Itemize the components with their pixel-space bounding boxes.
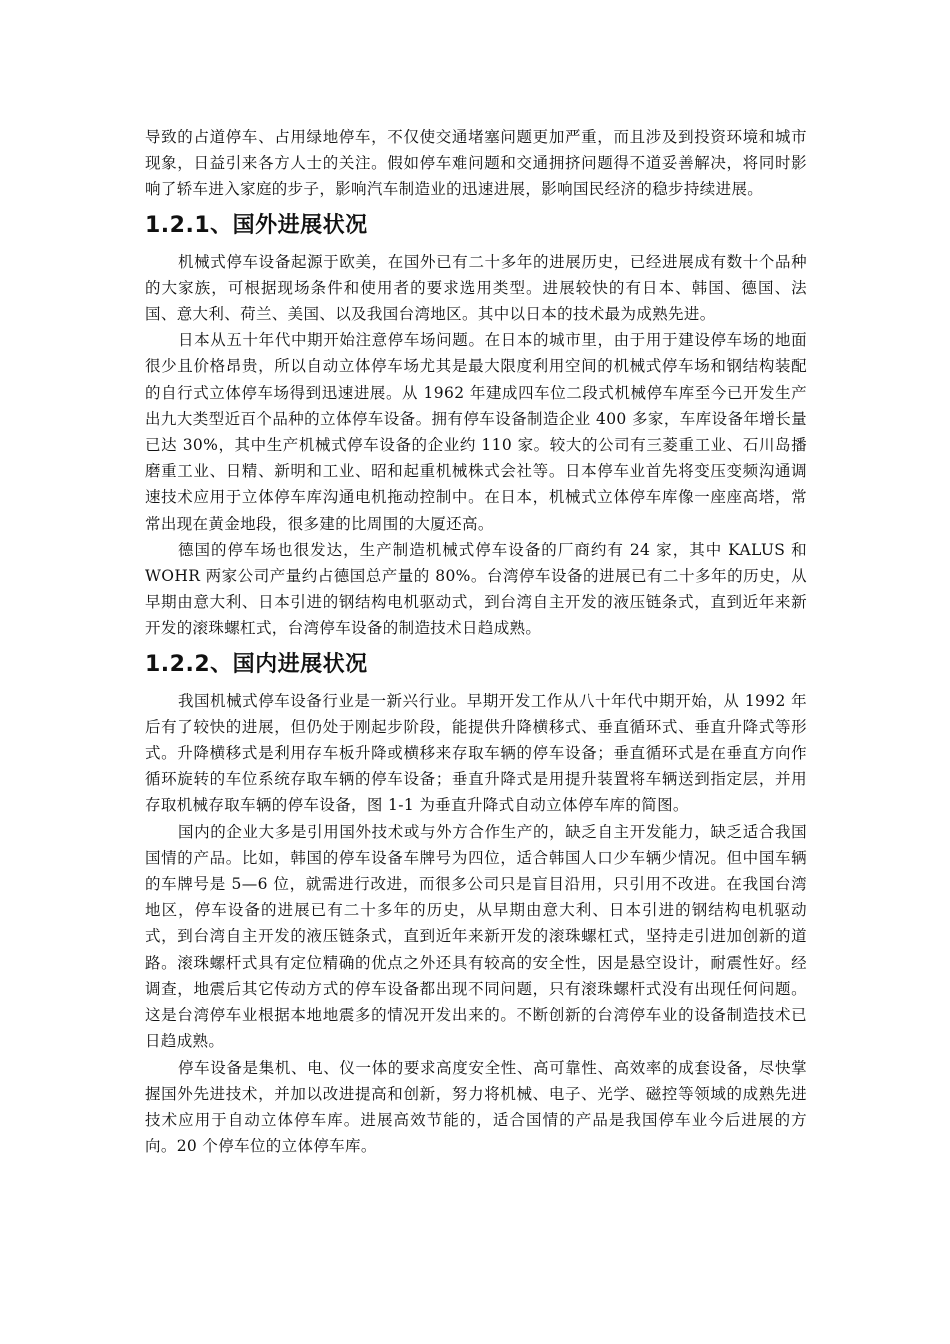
document-body [145, 124, 807, 1159]
section-heading-domestic: 1.2.2、国内进展状况 [145, 651, 368, 677]
body-paragraph: 日本从五十年代中期开始注意停车场问题。在日本的城市里，由于用于建设停车场的地面很少且价格昂贵，所以自动立体停车场尤其是最大限度利用空间的机械式停车场和钢结构装配的自行式立体停车场得到迅速进展。从 1962 年建成四车位二段式机械停车库至今已开发生产出九大类型近百个品种的立体停车设备。拥有停车设备制造企业 400 多家，车库设备年增长量已达 30%，其中生产机械式停车设备的企业约 110 家。较大的公司有三菱重工业、石川岛播磨重工业、日精、新明和工业、昭和起重机械株式会社等。日本停车业首先将变压变频沟通调速技术应用于立体停车库沟通电机拖动控制中。在日本，机械式立体停车库像一座座高塔，常常出现在黄金地段，很多建的比周围的大厦还高。 [145, 331, 807, 533]
body-paragraph: 停车设备是集机、电、仪一体的要求高度安全性、高可靠性、高效率的成套设备，尽快掌握国外先进技术，并加以改进提高和创新，努力将机械、电子、光学、磁控等领域的成熟先进技术应用于自动立体停车库。进展高效节能的，适合国情的产品是我国停车业今后进展的方向。20 个停车位的立体停车库。 [145, 1058, 807, 1156]
body-paragraph: 我国机械式停车设备行业是一新兴行业。早期开发工作从八十年代中期开始，从 1992 年后有了较快的进展，但仍处于刚起步阶段，能提供升降横移式、垂直循环式、垂直升降式等形式。升降横移式是利用存车板升降或横移来存取车辆的停车设备；垂直循环式是在垂直方向作循环旋转的车位系统存取车辆的停车设备；垂直升降式是用提升装置将车辆送到指定层，并用存取机械存取车辆的停车设备，图 1-1 为垂直升降式自动立体停车库的简图。 [145, 691, 807, 815]
body-paragraph: 国内的企业大多是引用国外技术或与外方合作生产的，缺乏自主开发能力，缺乏适合我国国情的产品。比如，韩国的停车设备车牌号为四位，适合韩国人口少车辆少情况。但中国车辆的车牌号是 5—6 位，就需进行改进，而很多公司只是盲目沿用，只引用不改进。在我国台湾地区，停车设备的进展已有二十多年的历史，从早期由意大利、日本引进的钢结构电机驱动式，到台湾自主开发的液压链条式，直到近年来新开发的滚珠螺杠式，坚持走引进加创新的道路。滚珠螺杆式具有定位精确的优点之外还具有较高的安全性，因是悬空设计，耐震性好。经调查，地震后其它传动方式的停车设备都出现不同问题，只有滚珠螺杆式没有出现任何问题。这是台湾停车业根据本地地震多的情况开发出来的。不断创新的台湾停车业的设备制造技术已日趋成熟。 [145, 822, 807, 1051]
body-paragraph: 德国的停车场也很发达，生产制造机械式停车设备的厂商约有 24 家，其中 KALUS 和 WOHR 两家公司产量约占德国总产量的 80%。台湾停车设备的进展已有二十多年的历史，从早期由意大利、日本引进的钢结构电机驱动式，到台湾自主开发的液压链条式，直到近年来新开发的滚珠螺杠式，台湾停车设备的制造技术日趋成熟。 [145, 540, 807, 638]
section-heading-foreign: 1.2.1、国外进展状况 [145, 212, 368, 238]
body-paragraph: 机械式停车设备起源于欧美，在国外已有二十多年的进展历史，已经进展成有数十个品种的大家族，可根据现场条件和使用者的要求选用类型。进展较快的有日本、韩国、德国、法国、意大利、荷兰、美国、以及我国台湾地区。其中以日本的技术最为成熟先进。 [145, 252, 807, 324]
intro-paragraph: 导致的占道停车、占用绿地停车，不仅使交通堵塞问题更加严重，而且涉及到投资环境和城市现象，日益引来各方人士的关注。假如停车难问题和交通拥挤问题得不道妥善解决，将同时影响了轿车进入家庭的步子，影响汽车制造业的迅速进展，影响国民经济的稳步持续进展。 [145, 128, 807, 199]
